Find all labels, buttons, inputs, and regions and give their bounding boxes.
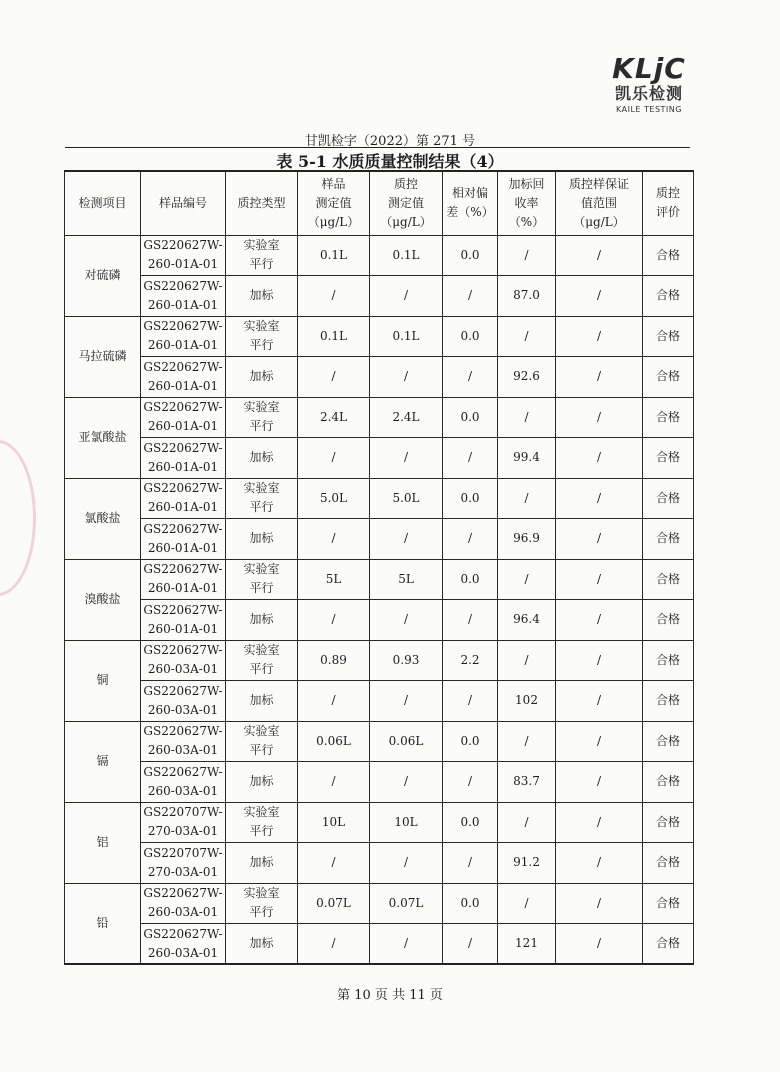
qc-type-cell: 实验室 平行 xyxy=(226,397,298,438)
qc-evaluation-cell: 合格 xyxy=(643,235,694,276)
recovery-cell: 96.4 xyxy=(498,600,556,641)
table-row xyxy=(65,600,694,641)
qc-range-cell: / xyxy=(556,681,643,722)
qc-evaluation-cell: 合格 xyxy=(643,519,694,560)
relative-deviation-cell: / xyxy=(443,357,498,398)
sample-value-cell: 5L xyxy=(298,559,370,600)
sample-id-cell: GS220627W- 260-01A-01 xyxy=(141,478,226,519)
qc-evaluation-cell: 合格 xyxy=(643,276,694,317)
qc-evaluation-cell: 合格 xyxy=(643,681,694,722)
sample-value-cell: / xyxy=(298,762,370,803)
relative-deviation-cell: / xyxy=(443,519,498,560)
qc-range-cell: / xyxy=(556,600,643,641)
qc-value-cell: 10L xyxy=(370,802,443,843)
sample-value-cell: 0.1L xyxy=(298,235,370,276)
table-row xyxy=(65,883,694,924)
table-row xyxy=(65,357,694,398)
qc-value-cell: / xyxy=(370,276,443,317)
qc-value-cell: / xyxy=(370,519,443,560)
qc-evaluation-cell: 合格 xyxy=(643,438,694,479)
column-header: 质控类型 xyxy=(226,171,298,235)
recovery-cell: / xyxy=(498,316,556,357)
recovery-cell: / xyxy=(498,478,556,519)
table-row xyxy=(65,276,694,317)
qc-evaluation-cell: 合格 xyxy=(643,802,694,843)
qc-type-cell: 加标 xyxy=(226,681,298,722)
table-row xyxy=(65,235,694,276)
sample-id-cell: GS220627W- 260-03A-01 xyxy=(141,883,226,924)
table-row xyxy=(65,438,694,479)
test-item-cell: 亚氯酸盐 xyxy=(65,397,141,478)
qc-type-cell: 实验室 平行 xyxy=(226,802,298,843)
column-header: 检测项目 xyxy=(65,171,141,235)
qc-type-cell: 加标 xyxy=(226,276,298,317)
qc-evaluation-cell: 合格 xyxy=(643,721,694,762)
relative-deviation-cell: / xyxy=(443,681,498,722)
test-item-cell: 铜 xyxy=(65,640,141,721)
recovery-cell: 83.7 xyxy=(498,762,556,803)
table-row xyxy=(65,640,694,681)
qc-value-cell: 0.1L xyxy=(370,316,443,357)
recovery-cell: / xyxy=(498,397,556,438)
qc-value-cell: 0.93 xyxy=(370,640,443,681)
test-item-cell: 马拉硫磷 xyxy=(65,316,141,397)
sample-value-cell: / xyxy=(298,438,370,479)
qc-value-cell: 0.06L xyxy=(370,721,443,762)
logo-name-cn: 凯乐检测 xyxy=(614,84,683,103)
qc-value-cell: / xyxy=(370,438,443,479)
table-row xyxy=(65,762,694,803)
test-item-cell: 铅 xyxy=(65,883,141,964)
recovery-cell: 87.0 xyxy=(498,276,556,317)
relative-deviation-cell: / xyxy=(443,600,498,641)
qc-evaluation-cell: 合格 xyxy=(643,397,694,438)
recovery-cell: / xyxy=(498,235,556,276)
qc-type-cell: 实验室 平行 xyxy=(226,883,298,924)
qc-type-cell: 实验室 平行 xyxy=(226,235,298,276)
sample-value-cell: / xyxy=(298,276,370,317)
table-row xyxy=(65,802,694,843)
relative-deviation-cell: 2.2 xyxy=(443,640,498,681)
relative-deviation-cell: / xyxy=(443,924,498,965)
qc-range-cell: / xyxy=(556,276,643,317)
logo-name-en: KAILE TESTING xyxy=(616,105,682,114)
recovery-cell: / xyxy=(498,883,556,924)
table-row xyxy=(65,721,694,762)
qc-type-cell: 实验室 平行 xyxy=(226,640,298,681)
relative-deviation-cell: / xyxy=(443,276,498,317)
test-item-cell: 溴酸盐 xyxy=(65,559,141,640)
relative-deviation-cell: / xyxy=(443,762,498,803)
qc-value-cell: / xyxy=(370,843,443,884)
qc-type-cell: 加标 xyxy=(226,924,298,965)
qc-range-cell: / xyxy=(556,559,643,600)
qc-evaluation-cell: 合格 xyxy=(643,559,694,600)
sample-id-cell: GS220627W- 260-01A-01 xyxy=(141,438,226,479)
seal-stamp-fragment xyxy=(0,440,36,596)
qc-type-cell: 加标 xyxy=(226,357,298,398)
sample-value-cell: / xyxy=(298,924,370,965)
qc-range-cell: / xyxy=(556,235,643,276)
test-item-cell: 氯酸盐 xyxy=(65,478,141,559)
company-logo xyxy=(604,54,694,116)
sample-value-cell: / xyxy=(298,681,370,722)
recovery-cell: 121 xyxy=(498,924,556,965)
sample-value-cell: 0.07L xyxy=(298,883,370,924)
qc-type-cell: 加标 xyxy=(226,519,298,560)
sample-value-cell: 0.1L xyxy=(298,316,370,357)
sample-value-cell: / xyxy=(298,600,370,641)
sample-id-cell: GS220707W- 270-03A-01 xyxy=(141,843,226,884)
qc-type-cell: 实验室 平行 xyxy=(226,316,298,357)
relative-deviation-cell: 0.0 xyxy=(443,883,498,924)
recovery-cell: / xyxy=(498,640,556,681)
relative-deviation-cell: 0.0 xyxy=(443,316,498,357)
sample-id-cell: GS220627W- 260-03A-01 xyxy=(141,681,226,722)
table-title: 表 5-1 水质质量控制结果（4） xyxy=(276,152,504,171)
document-number: 甘凯检字（2022）第 271 号 xyxy=(304,134,476,149)
sample-value-cell: 0.89 xyxy=(298,640,370,681)
column-header: 质控样保证 值范围 （μg/L） xyxy=(556,171,643,235)
test-item-cell: 铝 xyxy=(65,802,141,883)
table-row xyxy=(65,397,694,438)
qc-type-cell: 实验室 平行 xyxy=(226,721,298,762)
column-header: 样品 测定值 （μg/L） xyxy=(298,171,370,235)
recovery-cell: / xyxy=(498,802,556,843)
qc-evaluation-cell: 合格 xyxy=(643,357,694,398)
column-header: 加标回 收率 （%） xyxy=(498,171,556,235)
sample-id-cell: GS220627W- 260-01A-01 xyxy=(141,357,226,398)
relative-deviation-cell: 0.0 xyxy=(443,559,498,600)
recovery-cell: 91.2 xyxy=(498,843,556,884)
recovery-cell: 96.9 xyxy=(498,519,556,560)
table-row xyxy=(65,681,694,722)
sample-value-cell: 10L xyxy=(298,802,370,843)
sample-id-cell: GS220627W- 260-01A-01 xyxy=(141,316,226,357)
qc-type-cell: 加标 xyxy=(226,762,298,803)
qc-range-cell: / xyxy=(556,843,643,884)
sample-id-cell: GS220627W- 260-01A-01 xyxy=(141,600,226,641)
qc-range-cell: / xyxy=(556,924,643,965)
sample-id-cell: GS220627W- 260-01A-01 xyxy=(141,519,226,560)
sample-id-cell: GS220627W- 260-03A-01 xyxy=(141,762,226,803)
qc-evaluation-cell: 合格 xyxy=(643,843,694,884)
qc-range-cell: / xyxy=(556,357,643,398)
recovery-cell: 92.6 xyxy=(498,357,556,398)
qc-range-cell: / xyxy=(556,478,643,519)
sample-id-cell: GS220707W- 270-03A-01 xyxy=(141,802,226,843)
relative-deviation-cell: 0.0 xyxy=(443,397,498,438)
recovery-cell: / xyxy=(498,721,556,762)
qc-range-cell: / xyxy=(556,519,643,560)
sample-id-cell: GS220627W- 260-01A-01 xyxy=(141,276,226,317)
relative-deviation-cell: 0.0 xyxy=(443,235,498,276)
qc-range-cell: / xyxy=(556,883,643,924)
sample-id-cell: GS220627W- 260-01A-01 xyxy=(141,235,226,276)
relative-deviation-cell: 0.0 xyxy=(443,721,498,762)
qc-evaluation-cell: 合格 xyxy=(643,924,694,965)
table-header-row xyxy=(65,171,694,235)
qc-value-cell: 0.07L xyxy=(370,883,443,924)
recovery-cell: 102 xyxy=(498,681,556,722)
table-row xyxy=(65,519,694,560)
sample-value-cell: / xyxy=(298,843,370,884)
qc-type-cell: 实验室 平行 xyxy=(226,478,298,519)
qc-type-cell: 加标 xyxy=(226,843,298,884)
qc-range-cell: / xyxy=(556,640,643,681)
qc-range-cell: / xyxy=(556,316,643,357)
qc-evaluation-cell: 合格 xyxy=(643,600,694,641)
qc-value-cell: / xyxy=(370,762,443,803)
qc-results-table xyxy=(64,170,694,965)
qc-value-cell: 5L xyxy=(370,559,443,600)
relative-deviation-cell: 0.0 xyxy=(443,478,498,519)
sample-id-cell: GS220627W- 260-01A-01 xyxy=(141,559,226,600)
sample-value-cell: 5.0L xyxy=(298,478,370,519)
test-item-cell: 对硫磷 xyxy=(65,235,141,316)
sample-id-cell: GS220627W- 260-03A-01 xyxy=(141,721,226,762)
relative-deviation-cell: / xyxy=(443,843,498,884)
qc-value-cell: 0.1L xyxy=(370,235,443,276)
qc-type-cell: 加标 xyxy=(226,438,298,479)
sample-value-cell: 0.06L xyxy=(298,721,370,762)
sample-value-cell: / xyxy=(298,357,370,398)
qc-value-cell: / xyxy=(370,924,443,965)
recovery-cell: / xyxy=(498,559,556,600)
table-body xyxy=(65,235,694,964)
relative-deviation-cell: 0.0 xyxy=(443,802,498,843)
column-header: 相对偏 差（%） xyxy=(443,171,498,235)
sample-value-cell: / xyxy=(298,519,370,560)
table-row xyxy=(65,316,694,357)
page-footer: 第 10 页 共 11 页 xyxy=(337,988,443,1003)
qc-evaluation-cell: 合格 xyxy=(643,883,694,924)
column-header: 质控 评价 xyxy=(643,171,694,235)
column-header: 样品编号 xyxy=(141,171,226,235)
qc-value-cell: / xyxy=(370,357,443,398)
sample-id-cell: GS220627W- 260-03A-01 xyxy=(141,640,226,681)
qc-range-cell: / xyxy=(556,397,643,438)
logo-mark: KLjC xyxy=(612,52,686,85)
qc-evaluation-cell: 合格 xyxy=(643,478,694,519)
table-row xyxy=(65,924,694,965)
sample-id-cell: GS220627W- 260-01A-01 xyxy=(141,397,226,438)
sample-id-cell: GS220627W- 260-03A-01 xyxy=(141,924,226,965)
header-rule xyxy=(65,147,690,148)
table-row xyxy=(65,843,694,884)
qc-type-cell: 实验室 平行 xyxy=(226,559,298,600)
qc-value-cell: / xyxy=(370,681,443,722)
recovery-cell: 99.4 xyxy=(498,438,556,479)
table-row xyxy=(65,559,694,600)
qc-value-cell: / xyxy=(370,600,443,641)
column-header: 质控 测定值 （μg/L） xyxy=(370,171,443,235)
qc-evaluation-cell: 合格 xyxy=(643,640,694,681)
qc-range-cell: / xyxy=(556,762,643,803)
qc-evaluation-cell: 合格 xyxy=(643,762,694,803)
relative-deviation-cell: / xyxy=(443,438,498,479)
qc-range-cell: / xyxy=(556,721,643,762)
qc-evaluation-cell: 合格 xyxy=(643,316,694,357)
qc-value-cell: 2.4L xyxy=(370,397,443,438)
table-row xyxy=(65,478,694,519)
test-item-cell: 镉 xyxy=(65,721,141,802)
qc-type-cell: 加标 xyxy=(226,600,298,641)
qc-range-cell: / xyxy=(556,438,643,479)
qc-value-cell: 5.0L xyxy=(370,478,443,519)
sample-value-cell: 2.4L xyxy=(298,397,370,438)
qc-range-cell: / xyxy=(556,802,643,843)
